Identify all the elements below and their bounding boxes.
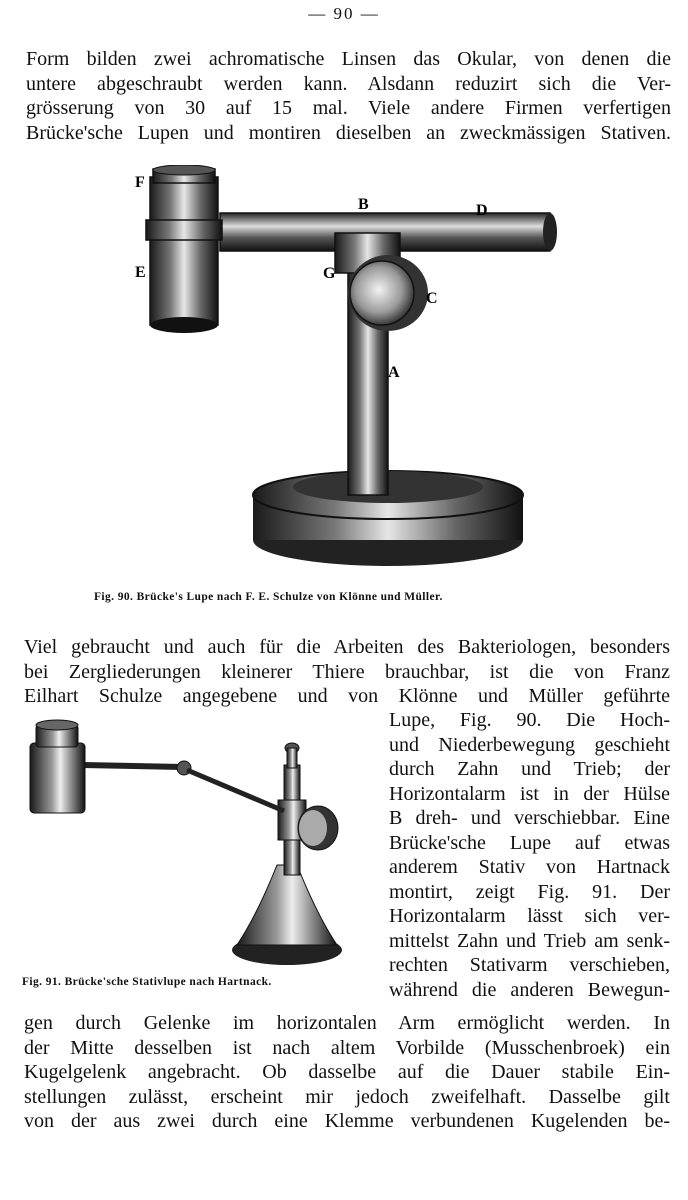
label-C: C: [426, 290, 438, 307]
text-line: B dreh- und verschiebbar. Eine: [389, 807, 670, 829]
text-line: durch Zahn und Trieb; der: [389, 758, 670, 780]
paragraph-continued: [24, 1011, 670, 1134]
figure-90-illustration: [120, 165, 580, 585]
text-line: untere abgeschraubt werden kann. Alsdann reduzirt sich die Ver-: [26, 72, 671, 95]
page-number: — 90 —: [308, 4, 380, 23]
text-line: rechten Stativarm verschieben,: [389, 954, 670, 976]
label-F: F: [135, 174, 145, 191]
text-line: Brücke'sche Lupen und montiren dieselben an zweckmässigen Stativen.: [26, 121, 671, 144]
text-line: Horizontalarm ist in der Hülse: [389, 782, 670, 805]
text-line: grösserung von 30 auf 15 mal. Viele andere Firmen verfertigen: [26, 97, 671, 119]
text-line: Kugelgelenk angebracht. Ob dasselbe auf die Dauer stabile Ein-: [24, 1061, 670, 1083]
label-B: B: [358, 196, 369, 213]
text-line: Eilhart Schulze angegebene und von Klönne und Müller geführte: [24, 685, 670, 707]
text-line: Form bilden zwei achromatische Linsen das Okular, von denen die: [26, 48, 671, 70]
figure-91-illustration: [22, 715, 372, 970]
text-line: Horizontalarm lässt sich ver-: [389, 905, 670, 927]
paragraph-main-wrap: [389, 708, 670, 1002]
text-line: anderem Stativ von Hartnack: [389, 856, 670, 878]
text-line: während die anderen Bewegun-: [389, 978, 670, 1001]
text-line: bei Zergliederungen kleinerer Thiere brauchbar, ist die von Franz: [24, 660, 670, 683]
text-line: von der aus zwei durch eine Klemme verbundenen Kugelenden be-: [24, 1110, 670, 1132]
label-D: D: [476, 202, 488, 219]
text-line: und Niederbewegung geschieht: [389, 733, 670, 756]
text-line: montirt, zeigt Fig. 91. Der: [389, 880, 670, 903]
paragraph-main: [24, 635, 670, 709]
text-line: Lupe, Fig. 90. Die Hoch-: [389, 709, 670, 731]
label-E: E: [135, 264, 146, 281]
text-line: gen durch Gelenke im horizontalen Arm ermöglicht werden. In: [24, 1012, 670, 1034]
label-A: A: [388, 364, 400, 381]
text-line: mittelst Zahn und Trieb am senk-: [389, 929, 670, 952]
label-G: G: [323, 265, 336, 282]
figure-90-caption: Fig. 90. Brücke's Lupe nach F. E. Schulze von Klönne und Müller.: [94, 591, 443, 603]
text-line: Viel gebraucht und auch für die Arbeiten des Bakteriologen, besonders: [24, 636, 670, 658]
text-line: der Mitte desselben ist nach altem Vorbilde (Musschenbroek) ein: [24, 1036, 670, 1059]
figure-91-caption: Fig. 91. Brücke'sche Stativlupe nach Hartnack.: [22, 976, 272, 988]
text-line: Brücke'sche Lupe auf etwas: [389, 831, 670, 854]
paragraph-intro: [26, 47, 671, 145]
text-line: stellungen zulässt, erscheint mir jedoch zweifelhaft. Dasselbe gilt: [24, 1085, 670, 1108]
